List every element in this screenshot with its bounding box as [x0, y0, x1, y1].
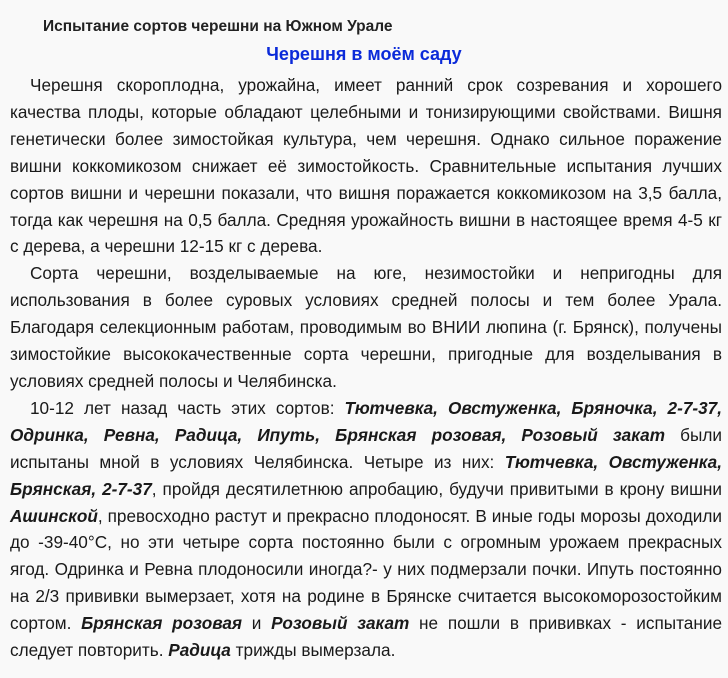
variety-name: Розовый закат: [271, 613, 410, 634]
article-body: [10, 72, 722, 664]
variety-name: Брянская розовая: [81, 613, 243, 634]
variety-list-tested: Тютчевка, Овстуженка, Брянская, 2-7-37: [10, 451, 722, 499]
text-segment: и: [242, 613, 272, 634]
rootstock-name: Ашинской: [10, 505, 98, 526]
text-segment: были испытаны мной в условиях Челябинска. Четыре из них:: [10, 424, 722, 472]
variety-list: Тютчевка, Овстуженка, Бряночка, 2-7-37, Одринка, Ревна, Радица, Ипуть, Брянская розовая, Розовый закат: [10, 397, 723, 445]
paragraph-1: Черешня скороплодна, урожайна, имеет ранний срок созревания и хорошего качества плоды, которые обладают целебными и тонизирующими свойствами. Вишня генетически более зимостойкая культура, чем черешня. Однако сильное поражение вишни коккомикозом снижает её зимостойкость. Сравнительные испытания лучших сортов вишни и черешни показали, что вишня поражается коккомикозом на 3,5 балла, тогда как черешня на 0,5 балла. Средняя урожайность вишни в настоящее время 4-5 кг с дерева, а черешни 12-15 кг с дерева.: [10, 75, 722, 257]
variety-name: Радица: [168, 640, 231, 661]
paragraph-2: Сорта черешни, возделываемые на юге, незимостойки и непригодны для использования в более суровых условиях средней полосы и тем более Урала. Благодаря селекционным работам, проводимым во ВНИИ люпина (г. Брянск), получены зимостойкие высококачественные сорта черешни, пригодные для возделывания в условиях средней полосы и Челябинска.: [10, 263, 722, 391]
text-segment: , превосходно растут и прекрасно плодоносят. В иные годы морозы доходили до -39-40°С, но эти четыре сорта постоянно были с огромным урожаем прекрасных ягод. Одринка и Ревна плодоносили иногда?- у них подмерзали почки. Ипуть постоянно на 2/3 прививки вымерзает, хотя на родине в Брянске считается высокоморозостойким сортом.: [10, 505, 722, 634]
text-segment: 10-12 лет назад часть этих сортов:: [30, 397, 345, 418]
text-segment: трижды вымерзала.: [230, 640, 396, 661]
text-segment: не пошли в прививках - испытание следует повторить.: [10, 613, 723, 661]
paragraph-3: [10, 395, 722, 664]
article-subtitle: Черешня в моём саду: [266, 44, 462, 64]
article-heading: Испытание сортов черешни на Южном Урале: [43, 18, 393, 35]
text-segment: , пройдя десятилетнюю апробацию, будучи привитыми в крону вишни: [151, 478, 722, 499]
